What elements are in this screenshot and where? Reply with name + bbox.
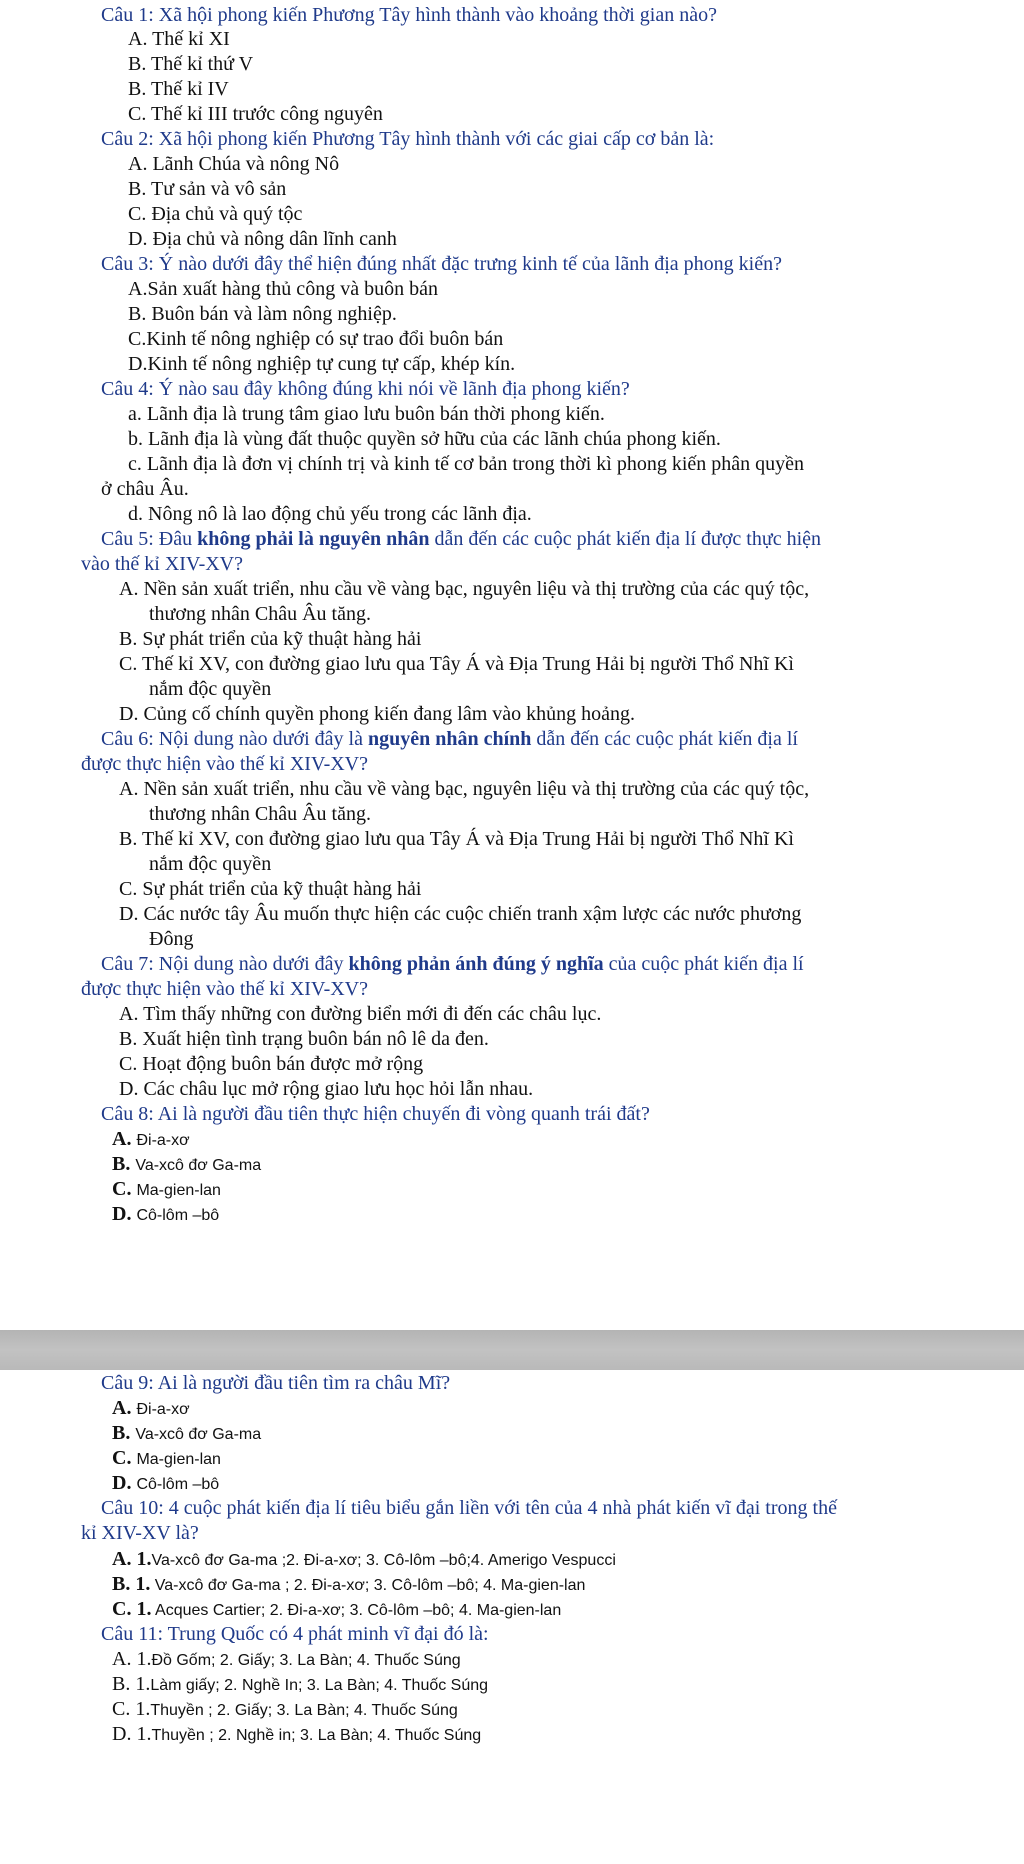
q10-option: A. 1.Va-xcô đơ Ga-ma ;2. Đi-a-xơ; 3. Cô-lôm –bô;4. Amerigo Vespucci	[112, 1548, 616, 1570]
q11-option: C. 1.Thuyền ; 2. Giấy; 3. La Bàn; 4. Thuốc Súng	[112, 1698, 458, 1720]
question-6-continued: được thực hiện vào thế kỉ XIV-XV?	[81, 753, 369, 775]
q1-option: B. Thế kỉ IV	[128, 78, 229, 100]
q9-option: A. Đi-a-xơ	[112, 1397, 190, 1419]
q5-option: D. Củng cố chính quyền phong kiến đang lâm vào khủng hoảng.	[119, 703, 636, 725]
q1-option: B. Thế kỉ thứ V	[128, 53, 254, 75]
q9-option: C. Ma-gien-lan	[112, 1447, 221, 1469]
q11-option: A. 1.Đồ Gốm; 2. Giấy; 3. La Bàn; 4. Thuốc Súng	[112, 1648, 461, 1670]
question-3: Câu 3: Ý nào dưới đây thể hiện đúng nhất đặc trưng kinh tế của lãnh địa phong kiến?	[101, 253, 782, 275]
q7-option: C. Hoạt động buôn bán được mở rộng	[119, 1053, 424, 1075]
q3-option: D.Kinh tế nông nghiệp tự cung tự cấp, khép kín.	[128, 353, 516, 375]
q6-option-continued: thương nhân Châu Âu tăng.	[149, 803, 371, 825]
q5-option-continued: nắm độc quyền	[149, 678, 272, 700]
q2-option: D. Địa chủ và nông dân lĩnh canh	[128, 228, 397, 250]
question-6: Câu 6: Nội dung nào dưới đây là nguyên nhân chính dẫn đến các cuộc phát kiến địa lí	[101, 728, 798, 750]
q7-option: B. Xuất hiện tình trạng buôn bán nô lê da đen.	[119, 1028, 489, 1050]
q1-option: C. Thế kỉ III trước công nguyên	[128, 103, 383, 125]
q11-option: B. 1.Làm giấy; 2. Nghề In; 3. La Bàn; 4. Thuốc Súng	[112, 1673, 489, 1695]
q8-option: C. Ma-gien-lan	[112, 1178, 221, 1200]
page-separator	[0, 1330, 1024, 1370]
q4-option: c. Lãnh địa là đơn vị chính trị và kinh tế cơ bản trong thời kì phong kiến phân quyền	[128, 453, 805, 475]
q3-option: B. Buôn bán và làm nông nghiệp.	[128, 303, 397, 325]
q6-option: D. Các nước tây Âu muốn thực hiện các cuộc chiến tranh xậm lược các nước phương	[119, 903, 802, 925]
q10-option: C. 1. Acques Cartier; 2. Đi-a-xơ; 3. Cô-lôm –bô; 4. Ma-gien-lan	[112, 1598, 562, 1620]
q7-option: D. Các châu lục mở rộng giao lưu học hỏi lẫn nhau.	[119, 1078, 534, 1100]
q2-option: C. Địa chủ và quý tộc	[128, 203, 303, 225]
q8-option: A. Đi-a-xơ	[112, 1128, 190, 1150]
q6-option-continued: Đông	[149, 928, 194, 950]
question-9: Câu 9: Ai là người đầu tiên tìm ra châu Mĩ?	[101, 1372, 451, 1394]
question-8: Câu 8: Ai là người đầu tiên thực hiện chuyến đi vòng quanh trái đất?	[101, 1103, 650, 1125]
q2-option: B. Tư sản và vô sản	[128, 178, 287, 200]
q8-option: D. Cô-lôm –bô	[112, 1203, 220, 1225]
q6-option: A. Nền sản xuất triển, nhu cầu về vàng bạc, nguyên liệu và thị trường của các quý tộc,	[119, 778, 810, 800]
worksheet-part-2	[0, 1370, 1024, 1864]
q11-option: D. 1.Thuyền ; 2. Nghề in; 3. La Bàn; 4. Thuốc Súng	[112, 1723, 482, 1745]
q6-option: C. Sự phát triển của kỹ thuật hàng hải	[119, 878, 422, 900]
q4-option: d. Nông nô là lao động chủ yếu trong các lãnh địa.	[128, 503, 532, 525]
q5-option: A. Nền sản xuất triển, nhu cầu về vàng bạc, nguyên liệu và thị trường của các quý tộc,	[119, 578, 810, 600]
q7-option: A. Tìm thấy những con đường biển mới đi đến các châu lục.	[119, 1003, 602, 1025]
q3-option: A.Sản xuất hàng thủ công và buôn bán	[128, 278, 438, 300]
question-11: Câu 11: Trung Quốc có 4 phát minh vĩ đại đó là:	[101, 1623, 489, 1645]
q6-option: B. Thế kỉ XV, con đường giao lưu qua Tây Á và Địa Trung Hải bị người Thổ Nhĩ Kì	[119, 828, 794, 850]
question-10: Câu 10: 4 cuộc phát kiến địa lí tiêu biểu gắn liền với tên của 4 nhà phát kiến vĩ đại trong thế	[101, 1497, 837, 1519]
question-4: Câu 4: Ý nào sau đây không đúng khi nói về lãnh địa phong kiến?	[101, 378, 630, 400]
q5-option-continued: thương nhân Châu Âu tăng.	[149, 603, 371, 625]
q4-option-continued: ở châu Âu.	[101, 478, 189, 500]
q4-option: a. Lãnh địa là trung tâm giao lưu buôn bán thời phong kiến.	[128, 403, 605, 425]
q4-option: b. Lãnh địa là vùng đất thuộc quyền sở hữu của các lãnh chúa phong kiến.	[128, 428, 721, 450]
q9-option: B. Va-xcô đơ Ga-ma	[112, 1422, 262, 1444]
q5-option: C. Thế kỉ XV, con đường giao lưu qua Tây Á và Địa Trung Hải bị người Thổ Nhĩ Kì	[119, 653, 794, 675]
question-5: Câu 5: Đâu không phải là nguyên nhân dẫn đến các cuộc phát kiến địa lí được thực hiện	[101, 528, 822, 550]
q9-option: D. Cô-lôm –bô	[112, 1472, 220, 1494]
question-10-continued: kỉ XIV-XV là?	[81, 1522, 199, 1544]
q2-option: A. Lãnh Chúa và nông Nô	[128, 153, 340, 175]
q10-option: B. 1. Va-xcô đơ Ga-ma ; 2. Đi-a-xơ; 3. Cô-lôm –bô; 4. Ma-gien-lan	[112, 1573, 586, 1595]
q6-option-continued: nắm độc quyền	[149, 853, 272, 875]
q5-option: B. Sự phát triển của kỹ thuật hàng hải	[119, 628, 422, 650]
question-7: Câu 7: Nội dung nào dưới đây không phản ánh đúng ý nghĩa của cuộc phát kiến địa lí	[101, 953, 804, 975]
question-5-continued: vào thế kỉ XIV-XV?	[81, 553, 244, 575]
question-1: Câu 1: Xã hội phong kiến Phương Tây hình thành vào khoảng thời gian nào?	[101, 4, 717, 26]
q8-option: B. Va-xcô đơ Ga-ma	[112, 1153, 262, 1175]
question-7-continued: được thực hiện vào thế kỉ XIV-XV?	[81, 978, 369, 1000]
question-2: Câu 2: Xã hội phong kiến Phương Tây hình thành với các giai cấp cơ bản là:	[101, 128, 715, 150]
q1-option: A. Thế kỉ XI	[128, 28, 230, 50]
q3-option: C.Kinh tế nông nghiệp có sự trao đổi buôn bán	[128, 328, 504, 350]
